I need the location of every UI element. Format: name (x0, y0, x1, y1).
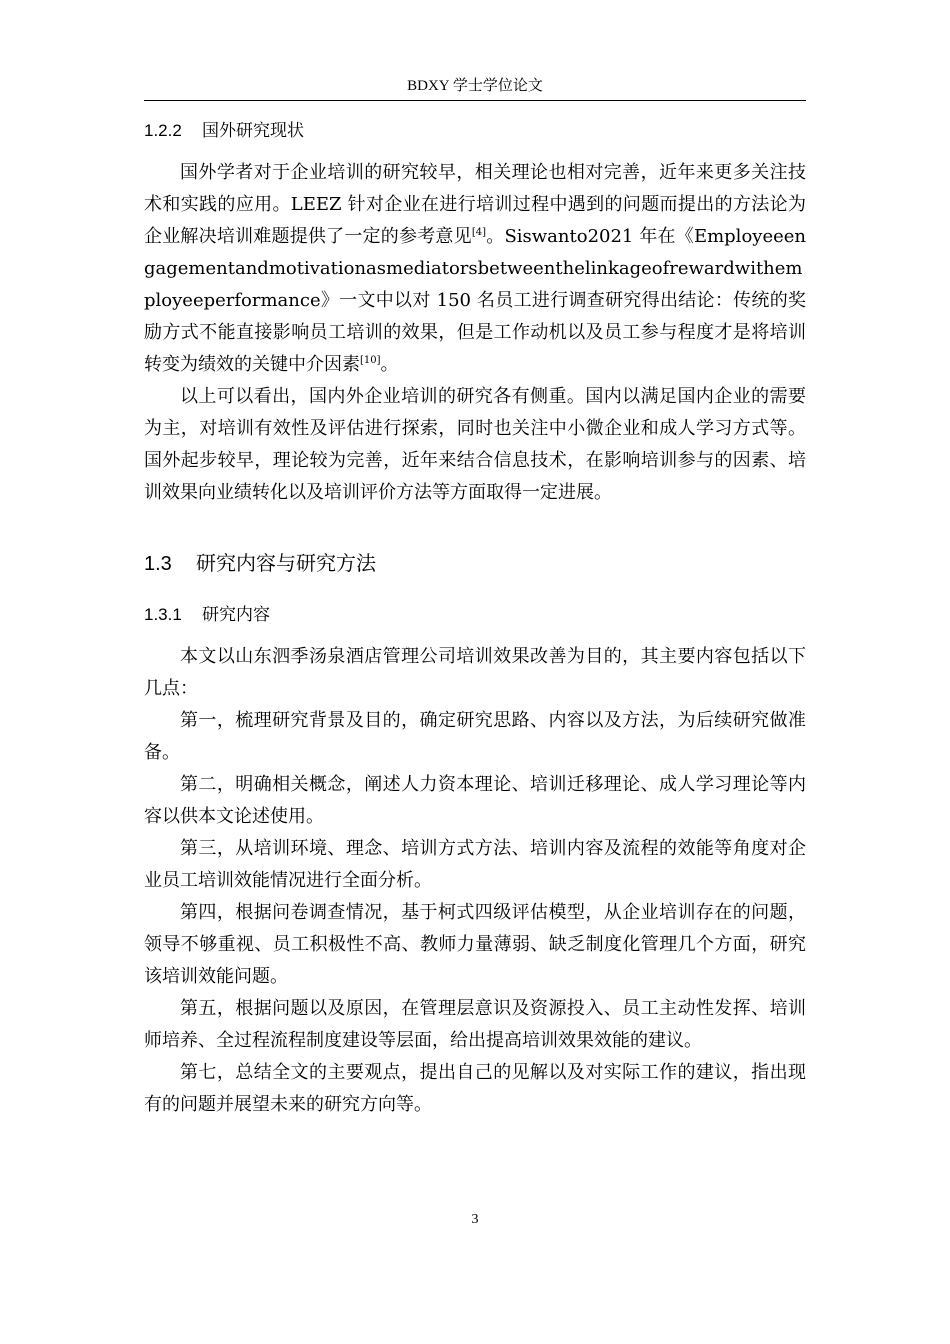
section-heading-1-3-1 (144, 604, 270, 626)
section-heading-1-2-2 (144, 120, 304, 142)
section-title: 研究内容 (202, 605, 270, 624)
page-number: 3 (471, 1212, 479, 1227)
paragraph-intro: 本文以山东泗季汤泉酒店管理公司培训效果改善为目的，其主要内容包括以下几点： (144, 646, 806, 699)
section-title: 国外研究现状 (202, 121, 304, 140)
paragraph-item-5: 第五，根据问题以及原因，在管理层意识及资源投入、员工主动性发挥、培训师培养、全过程流程制度建设等层面，给出提高培训效果效能的建议。 (144, 998, 806, 1051)
section-number: 1.2.2 (144, 121, 182, 140)
page-header: BDXY 学士学位论文 (407, 78, 543, 94)
paragraph-item-1: 第一，梳理研究背景及目的，确定研究思路、内容以及方法，为后续研究做准备。 (144, 710, 806, 763)
paragraph-item-4: 第四，根据问卷调查情况，基于柯式四级评估模型，从企业培训存在的问题，领导不够重视、员工积极性不高、教师力量薄弱、缺乏制度化管理几个方面，研究该培训效能问题。 (144, 902, 806, 987)
citation-ref: [10] (360, 355, 381, 366)
paragraph-foreign-research (144, 157, 806, 381)
section-number: 1.3.1 (144, 605, 182, 624)
section-heading-1-3 (144, 551, 376, 577)
paragraph-text: 。Siswanto2021 年在《Employeeengagementandmotivationasmediatorsbetweenthelinkageofrewardwithemployeeperformance》一文中以对 150 名员工进行调查研究得出结论：传统的奖励方式不能直接影响员工培训的效果，但是工作动机以及员工参与程度才是将培训转变为绩效的关键中介因素 (144, 226, 806, 375)
paragraph-text: 国外学者对于企业培训的研究较早，相关理论也相对完善，近年来更多关注技术和实践的应用。LEEZ 针对企业在进行培训过程中遇到的问题而提出的方法论为企业解决培训难题提供了一定的参考意见 (144, 162, 806, 247)
paragraph-item-2: 第二，明确相关概念，阐述人力资本理论、培训迁移理论、成人学习理论等内容以供本文论述使用。 (144, 774, 806, 827)
paragraph-item-7: 第七，总结全文的主要观点，提出自己的见解以及对实际工作的建议，指出现有的问题并展望未来的研究方向等。 (144, 1062, 806, 1115)
paragraph-item-3: 第三，从培训环境、理念、培训方式方法、培训内容及流程的效能等角度对企业员工培训效能情况进行全面分析。 (144, 838, 806, 891)
header-rule (144, 100, 806, 101)
citation-ref: [4] (471, 227, 487, 238)
section-number: 1.3 (144, 553, 172, 575)
paragraph-summary: 以上可以看出，国内外企业培训的研究各有侧重。国内以满足国内企业的需要为主，对培训有效性及评估进行探索，同时也关注中小微企业和成人学习方式等。国外起步较早，理论较为完善，近年来结合信息技术，在影响培训参与的因素、培训效果向业绩转化以及培训评价方法等方面取得一定进展。 (144, 386, 806, 503)
section-title: 研究内容与研究方法 (196, 553, 376, 575)
paragraph-text: 。 (380, 354, 399, 375)
